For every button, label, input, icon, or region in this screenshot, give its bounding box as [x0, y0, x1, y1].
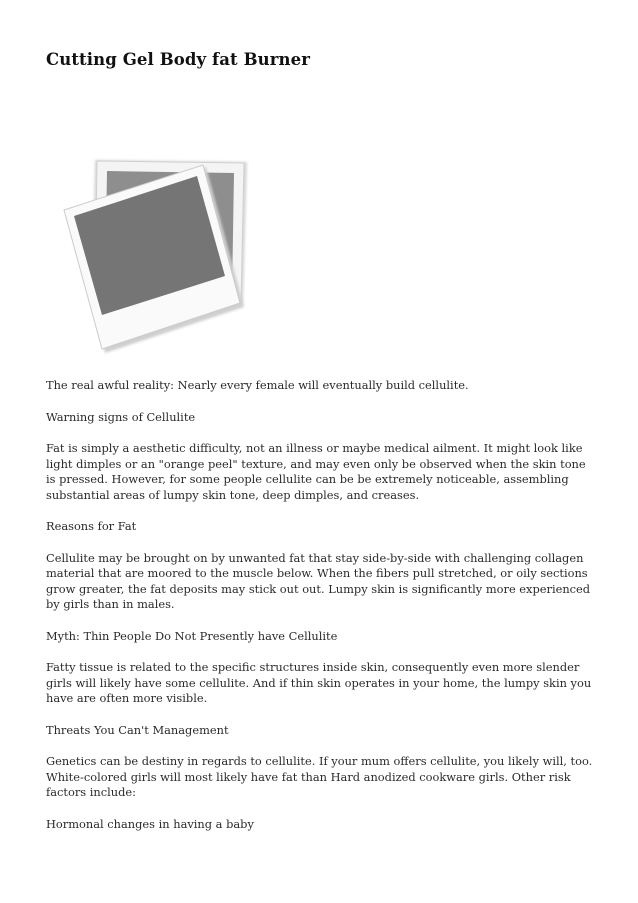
reasons-paragraph: Cellulite may be brought on by unwanted fat that stay side-by-side with challenging collagen material that are moored to the muscle below. When the fibers pull stretched, or oily sections grow greater, the fat deposits may stick out out. Lumpy skin is significantly more experienced by girls than in males.: [46, 550, 591, 611]
threats-paragraph: Genetics can be destiny in regards to cellulite. If your mum offers cellulite, you likely will, too. White-colored girls will most likely have fat than Hard anodized cookware girls. Other risk factors include:: [46, 754, 593, 799]
intro-paragraph: The real awful reality: Nearly every female will eventually build cellulite.: [46, 378, 469, 392]
section-heading-reasons: Reasons for Fat: [46, 519, 137, 533]
warning-signs-paragraph: Fat is simply a aesthetic difficulty, not an illness or maybe medical ailment. It might look like light dimples or an "orange peel" texture, and may even only be observed when the skin tone is pressed. However, for some people cellulite can be be extremely noticeable, assembling substantial areas of lumpy skin tone, deep dimples, and creases.: [46, 441, 586, 502]
article-body: [46, 378, 594, 848]
section-heading-threats: Threats You Can't Management: [46, 722, 229, 737]
photo-stack-graphic: [60, 155, 260, 355]
myth-paragraph: Fatty tissue is related to the specific structures inside skin, consequently even more slender girls will likely have some cellulite. And if thin skin operates in your home, the lumpy skin you have are often more visible.: [46, 660, 592, 705]
section-heading-myth: Myth: Thin People Do Not Presently have Cellulite: [46, 628, 338, 643]
risk-factor-item: Hormonal changes in having a baby: [46, 816, 254, 831]
page-title: Cutting Gel Body fat Burner: [46, 50, 311, 69]
section-heading-warning-signs: Warning signs of Cellulite: [46, 409, 196, 424]
photo-placeholder-icon: [60, 155, 260, 355]
